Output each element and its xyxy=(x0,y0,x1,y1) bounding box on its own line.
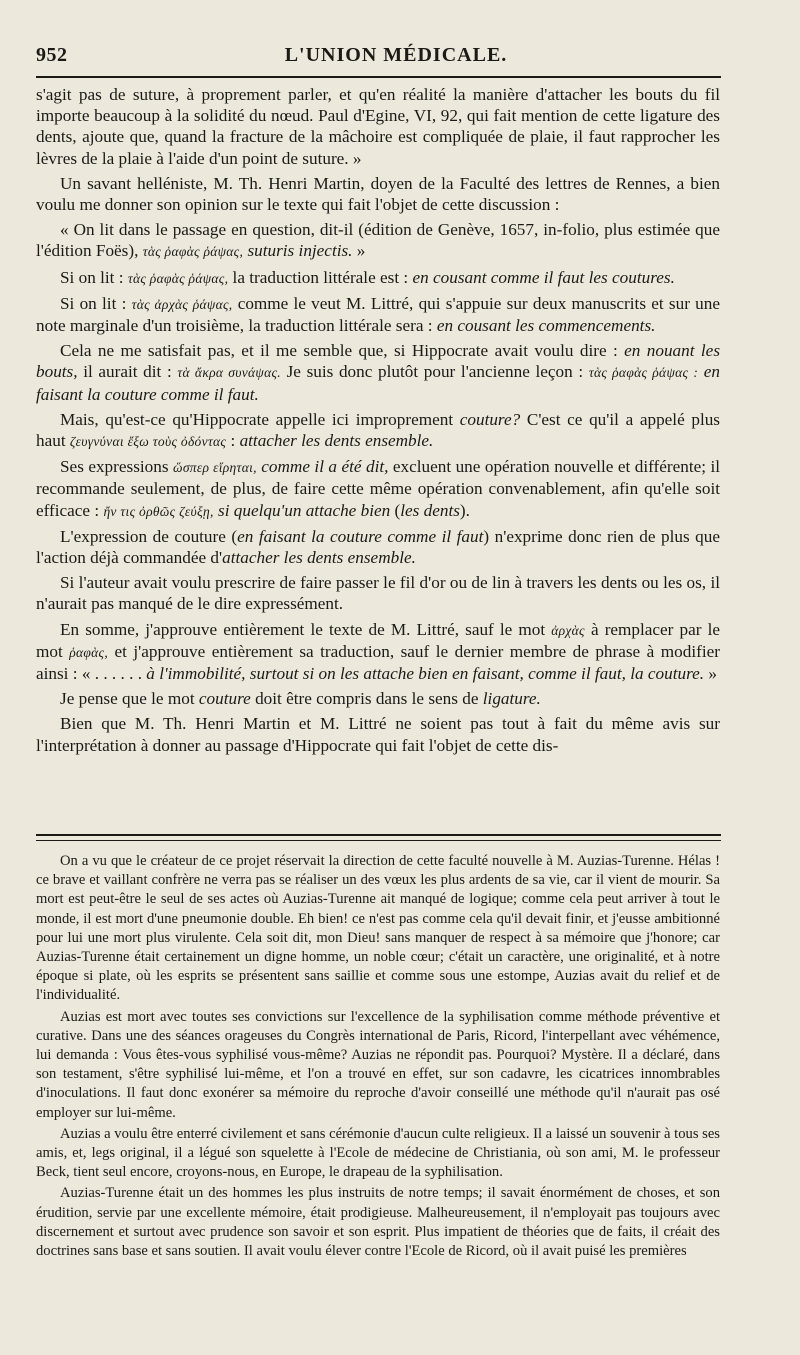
text-run: : xyxy=(226,431,240,451)
footnote-separator xyxy=(36,834,721,841)
greek-quote: ἤν τις ὀρθῶς ζεύξῃ, xyxy=(103,503,214,519)
text-run: » xyxy=(704,664,717,684)
paragraph xyxy=(36,526,720,568)
text-run: ) n'exprime donc rien de plus que l'action déjà commandée d' xyxy=(36,526,720,568)
greek-quote: ζευγνύναι ἔξω τοὺς ὀδόντας xyxy=(69,434,227,450)
text-run: » xyxy=(352,241,366,261)
italic-text: en faisant la couture comme il faut. xyxy=(36,362,721,404)
paragraph xyxy=(36,688,720,709)
footnote xyxy=(36,852,720,1263)
page-number: 952 xyxy=(36,44,68,66)
text-run: à remplacer par le mot xyxy=(36,619,720,661)
footnote-paragraph xyxy=(36,1125,720,1183)
greek-quote: τὰς ἀρχὰς ῥάψας, xyxy=(131,296,233,312)
italic-text: en cousant les commencements. xyxy=(436,316,656,336)
paragraph xyxy=(36,619,720,685)
text-run: s'agit pas de suture, à proprement parler, et qu'en réalité la manière d'attacher les bouts du fil importe beaucoup à la solidité du nœud. Paul d'Egine, VI, 92, qui fait mention de cette ligature des dents, ajoute que, quand la fracture de la mâchoire est compliquée de plaie, il faut rapprocher les lèvres de la plaie à l'aide d'un point de suture. » xyxy=(36,85,720,168)
italic-text: à l'immobilité, surtout si on les attache bien en faisant, comme il faut, la couture. xyxy=(146,664,705,684)
text-run: Je pense que le mot xyxy=(60,689,199,709)
text-run: comme le veut M. Littré, qui s'appuie sur deux manuscrits et sur une note marginale d'un troisième, la traduction littérale sera : xyxy=(36,293,720,336)
text-run: On a vu que le créateur de ce projet réservait la direction de cette faculté nouvelle à M. Auzias-Turenne. Hélas ! ce brave et vaillant confrère ne verra pas se réaliser un des vœux les plus ardents de sa vie, car il vient de mourir. Sa mort est peut-être le seul de ses actes où Auzias-Turenne ait manqué de logique; comme cela peut arriver à tout le monde, il est mort d'une pneumonie double. Eh bien! ce n'est pas comme cela qu'il devait finir, et j'eusse ambitionné pour lui une mort plus virulente. Cela soit dit, mon Dieu! sans manquer de respect à sa mémoire que j'honore; car Auzias-Turenne était certainement un digne homme, un noble cœur; c'était un caractère, une originalité, et à notre époque si plate, où les esprits se présentent sans saillie et comme sous une estompe, Auzias avait du relief et de l'individualité. xyxy=(36,853,720,1004)
text-run: la traduction littérale est : xyxy=(228,267,413,287)
text-run: doit être compris dans le sens de xyxy=(250,689,483,709)
italic-text: suturis injectis. xyxy=(243,241,353,261)
italic-text: couture? xyxy=(459,409,521,429)
paragraph xyxy=(36,173,720,215)
text-run: Ses expressions xyxy=(60,457,174,477)
text-run: Auzias est mort avec toutes ses convictions sur l'excellence de la syphilisation comme méthode préventive et curative. Dans une des séances orageuses du Congrès international de Paris, Ricord, l'interpellant avec véhémence, lui demanda : Vous êtes-vous syphilisé vous-même? Auzias ne répondit pas. Pourquoi? Mystère. Il a déclaré, dans son testament, s'être syphilisé lui-même, et l'on a trouvé en effet, sur son cadavre, les cicatrices innombrables d'inoculations. Il faut donc exonérer sa mémoire du reproche d'avoir conseillé une méthode qu'il n'aurait pas osé employer sur lui-même. xyxy=(36,1008,720,1121)
greek-quote: τὰ ἄκρα συνάψας. xyxy=(177,365,281,381)
greek-quote: ἀρχὰς xyxy=(551,622,585,638)
text-run: Auzias-Turenne était un des hommes les plus instruits de notre temps; il savait énormément de choses, et son érudition, servie par une excellente mémoire, était prodigieuse. Malheureusement, il n'employait pas toujours avec discernement et surtout avec prudence son savoir et son esprit. Plus impatient de théories que de faits, il créait des doctrines sans base et sans soutien. Il avait voulu élever contre l'Ecole de Ricord, où il avait puisé les premières xyxy=(36,1185,720,1260)
italic-text: si quelqu'un attache bien xyxy=(218,500,391,520)
greek-quote: τὰς ῥαφὰς ῥάψας, xyxy=(142,244,244,260)
italic-text: couture xyxy=(198,689,251,709)
header-rule xyxy=(36,76,721,78)
greek-quote: τὰς ῥαφὰς ῥάψας : xyxy=(588,365,699,381)
greek-quote: ὥσπερ εἴρηται, xyxy=(173,460,257,476)
text-run: Mais, qu'est-ce qu'Hippocrate appelle ici improprement xyxy=(60,409,460,429)
text-run: Cela ne me satisfait pas, et il me semble que, si Hippocrate avait voulu dire : xyxy=(60,341,625,361)
text-run: Un savant helléniste, M. Th. Henri Martin, doyen de la Faculté des lettres de Rennes, a bien voulu me donner son opinion sur le texte qui fait l'objet de cette discussion : xyxy=(36,173,720,215)
text-run: Bien que M. Th. Henri Martin et M. Littré ne soient pas tout à fait du même avis sur l'interprétation à donner au passage d'Hippocrate qui fait l'objet de cette dis- xyxy=(36,714,720,755)
text-run: Si on lit : xyxy=(60,267,128,287)
text-run: Si on lit : xyxy=(60,293,132,313)
text-run: Si l'auteur avait voulu prescrire de faire passer le fil d'or ou de lin à travers les dents ou les os, il n'aurait pas manqué de le dire expressément. xyxy=(36,573,720,614)
paragraph xyxy=(36,713,720,755)
running-title: L'UNION MÉDICALE. xyxy=(284,44,508,66)
italic-text: les dents xyxy=(400,500,460,520)
italic-text: en faisant la couture comme il faut xyxy=(237,526,484,546)
text-run: ( xyxy=(390,500,401,520)
paragraph xyxy=(36,409,720,452)
paragraph xyxy=(36,456,720,522)
text-run: En somme, j'approuve entièrement le texte de M. Littré, sauf le mot xyxy=(60,619,552,639)
text-run: et j'approuve entièrement sa traduction, sauf le dernier membre de phrase à modifier ainsi : « . . . . . . xyxy=(36,641,720,684)
italic-text: comme il a été dit, xyxy=(261,457,389,477)
paragraph xyxy=(36,219,720,262)
main-text xyxy=(36,84,720,760)
text-run: « On lit dans le passage en question, dit-il (édition de Genève, 1657, in-folio, plus estimée que l'édition Foës), xyxy=(36,220,720,261)
footnote-paragraph xyxy=(36,852,720,1006)
paragraph xyxy=(36,293,720,336)
text-run: ). xyxy=(459,500,470,520)
page-header xyxy=(36,40,756,74)
italic-text: en nouant les bouts, xyxy=(36,341,721,382)
text-run: Je suis donc plutôt pour l'ancienne leçon : xyxy=(280,362,589,382)
italic-text: ligature. xyxy=(482,689,541,709)
italic-text: attacher les dents ensemble. xyxy=(222,548,416,568)
italic-text: en cousant comme il faut les coutures. xyxy=(412,267,675,287)
text-run: Auzias a voulu être enterré civilement et sans cérémonie d'aucun culte religieux. Il a laissé un souvenir à tous ses amis, et, legs original, il a légué son squelette à l'Ecole de médecine de Christiania, où son ami, M. le professeur Beck, tient seul encore, croyons-nous, en Europe, le drapeau de la syphilisation. xyxy=(36,1125,720,1181)
greek-quote: τὰς ῥαφὰς ῥάψας, xyxy=(127,270,229,286)
paragraph xyxy=(36,267,720,289)
text-run: excluent une opération nouvelle et différente; il recommande seulement, de plus, de faire cette même opération convenablement, afin qu'elle soit efficace : xyxy=(36,457,721,520)
text-run: C'est ce qu'il a appelé plus haut xyxy=(36,409,720,451)
paragraph xyxy=(36,572,720,614)
italic-text: attacher les dents ensemble. xyxy=(239,431,434,451)
paragraph xyxy=(36,340,720,405)
paragraph xyxy=(36,84,720,169)
footnote-paragraph xyxy=(36,1184,720,1261)
text-run: il aurait dit : xyxy=(77,362,178,382)
text-run: L'expression de couture ( xyxy=(60,526,238,546)
footnote-paragraph xyxy=(36,1008,720,1123)
greek-quote: ῥαφὰς, xyxy=(69,644,109,660)
